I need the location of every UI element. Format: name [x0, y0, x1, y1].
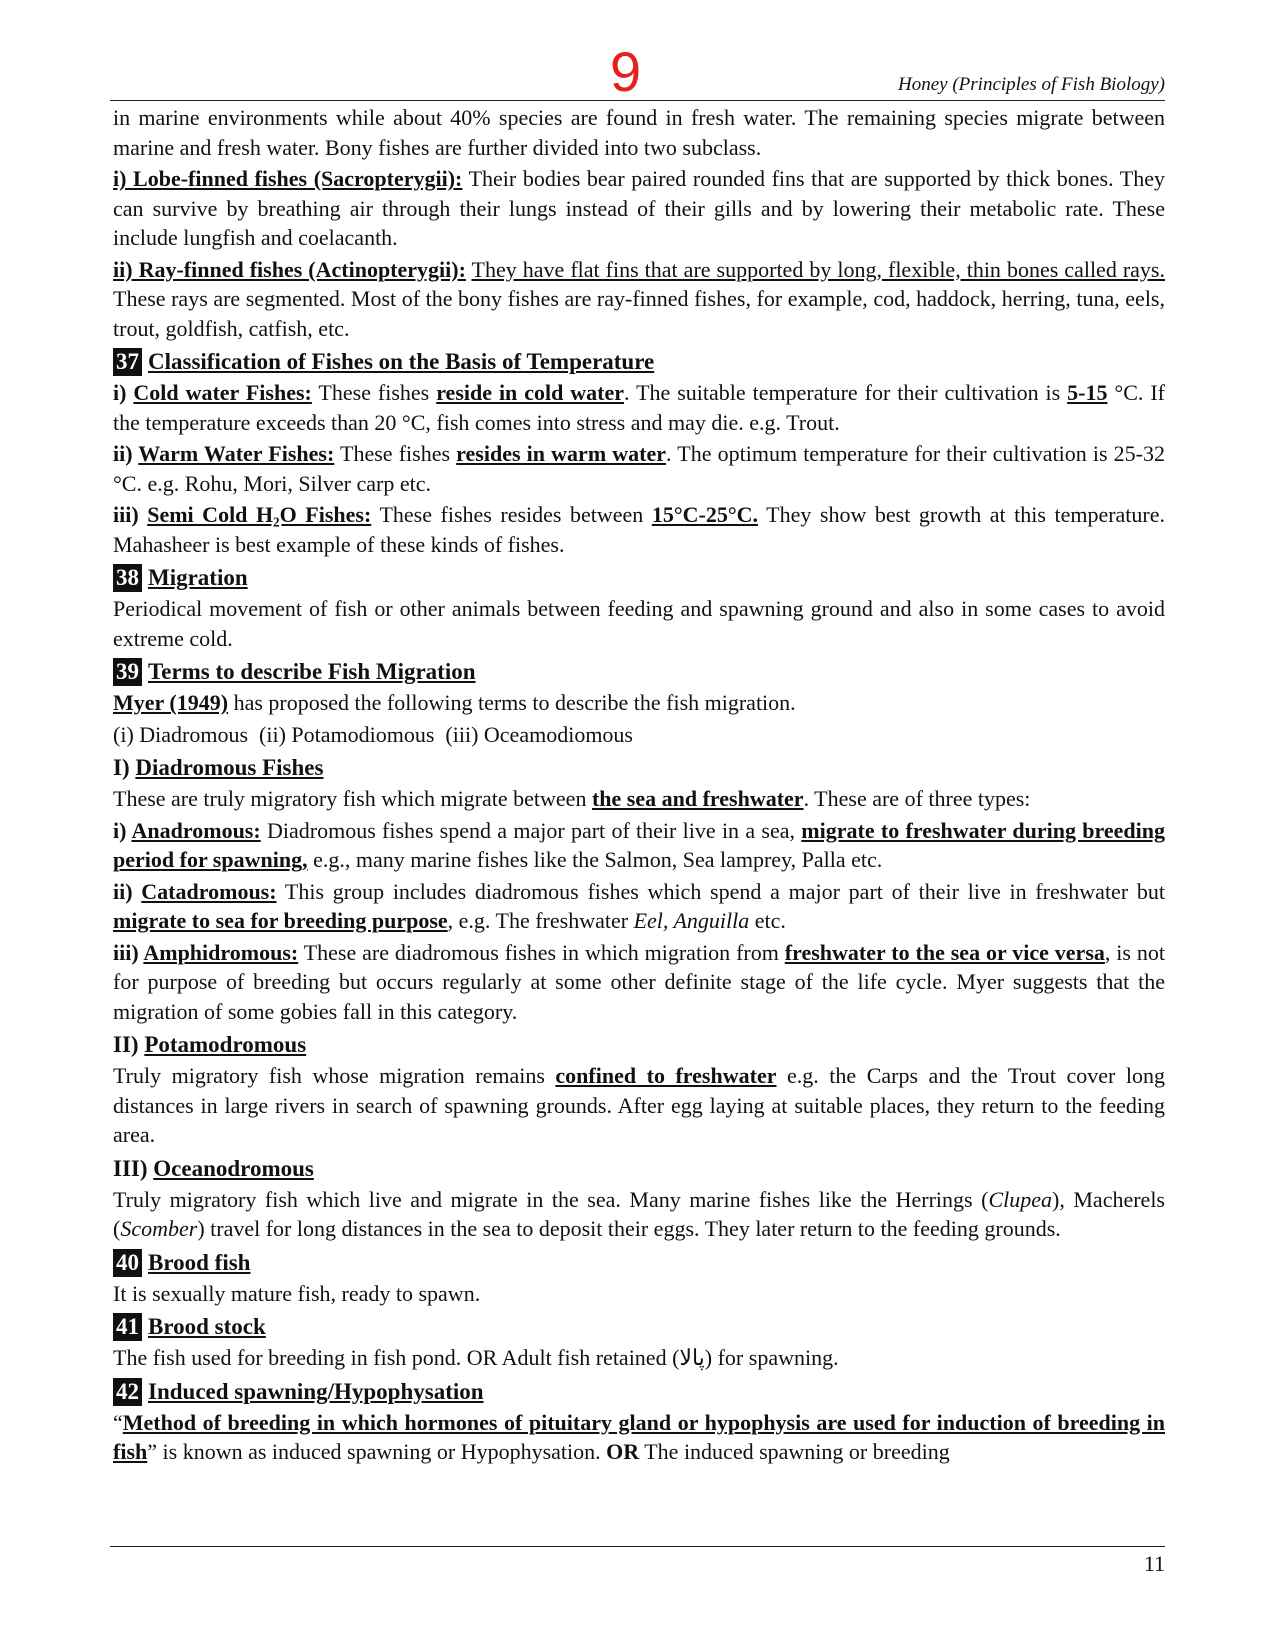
section-number-40: 40: [113, 1249, 142, 1277]
oceanodromous-heading: III) Oceanodromous: [113, 1155, 314, 1181]
brood-stock-paragraph: The fish used for breeding in fish pond. OR Adult fish retained (پالا) for spawning.: [113, 1345, 839, 1370]
section-number-41: 41: [113, 1313, 142, 1341]
diadromous-heading: I) Diadromous Fishes: [113, 755, 324, 780]
publisher-logo: 9: [610, 40, 642, 103]
myer-paragraph: Myer (1949) has proposed the following terms to describe the fish migration.: [113, 690, 796, 715]
anadromous-paragraph: i) Anadromous: Diadromous fishes spend a major part of their live in a sea, migrate to freshwater during breeding period for spawning, e.g., many marine fishes like the Salmon, Sea lamprey, Palla etc.: [113, 817, 1165, 872]
section-heading-41: 41 Brood stock: [113, 1310, 1165, 1343]
section-heading-39: 39 Terms to describe Fish Migration: [113, 655, 1165, 688]
section-number-39: 39: [113, 658, 142, 686]
ray-finned-label: ii) Ray-finned fishes (Actinopterygii):: [113, 256, 466, 282]
migration-types-line: (i) Diadromous (ii) Potamodiomous (iii) Oceamodiomous: [113, 721, 633, 747]
migration-paragraph: Periodical movement of fish or other animals between feeding and spawning ground and also in some cases to avoid extreme cold.: [113, 596, 1165, 651]
amphidromous-paragraph: iii) Amphidromous: These are diadromous fishes in which migration from freshwater to the sea or vice versa, is not for purpose of breeding but occurs regularly at some other definite stage of the life cycle. Myer suggests that the migration of some gobies fall in this category.: [113, 939, 1165, 1024]
section-heading-38: 38 Migration: [113, 561, 1165, 594]
intro-paragraph: in marine environments while about 40% species are found in fresh water. The remaining species migrate between marine and fresh water. Bony fishes are further divided into two subclass.: [113, 105, 1165, 160]
section-number-42: 42: [113, 1378, 142, 1406]
section-heading-42: 42 Induced spawning/Hypophysation: [113, 1375, 1165, 1408]
book-title: Honey (Principles of Fish Biology): [898, 74, 1165, 95]
footer-divider: [110, 1546, 1165, 1547]
ray-finned-paragraph: ii) Ray-finned fishes (Actinopterygii): They have flat fins that are supported by long, flexible, thin bones called rays. These rays are segmented. Most of the bony fishes are ray-finned fishes, for example, cod, haddock, herring, tuna, eels, trout, goldfish, catfish, etc.: [113, 256, 1165, 341]
section-heading-37: 37 Classification of Fishes on the Basis of Temperature: [113, 345, 1165, 378]
diadromous-paragraph: These are truly migratory fish which migrate between the sea and freshwater. These are of three types:: [113, 786, 1031, 811]
page-body: [113, 103, 1165, 1469]
section-number-38: 38: [113, 564, 142, 592]
potamodromous-heading: II) Potamodromous: [113, 1032, 307, 1057]
catadromous-paragraph: ii) Catadromous: This group includes diadromous fishes which spend a major part of their live in freshwater but migrate to sea for breeding purpose, e.g. The freshwater Eel, Anguilla etc.: [113, 878, 1165, 933]
induced-spawning-paragraph: “Method of breeding in which hormones of pituitary gland or hypophysis are used for induction of breeding in fish” is known as induced spawning or Hypophysation. OR The induced spawning or breeding: [113, 1409, 1165, 1464]
potamodromous-paragraph: Truly migratory fish whose migration remains confined to freshwater e.g. the Carps and the Trout cover long distances in large rivers in search of spawning grounds. After egg laying at suitable places, they return to the feeding area.: [113, 1063, 1165, 1147]
brood-fish-paragraph: It is sexually mature fish, ready to spawn.: [113, 1280, 481, 1306]
section-heading-40: 40 Brood fish: [113, 1246, 1165, 1279]
lobe-finned-label: i) Lobe-finned fishes (Sacropterygii):: [113, 166, 463, 191]
section-number-37: 37: [113, 348, 142, 376]
semi-cold-paragraph: iii) Semi Cold H₂O Fishes: These fishes resides between 15°C-25°C. They show best growth at this temperature. Mahasheer is best example of these kinds of fishes.: [113, 502, 1166, 557]
page-header: [110, 40, 1165, 103]
page-number: 11: [1143, 1551, 1165, 1576]
header-divider: [110, 100, 1165, 101]
lobe-finned-paragraph: i) Lobe-finned fishes (Sacropterygii): Their bodies bear paired rounded fins that are supported by thick bones. They can survive by breathing air through their lungs instead of their gills and by lowering their metabolic rate. These include lungfish and coelacanth.: [113, 166, 1165, 250]
oceanodromous-paragraph: Truly migratory fish which live and migrate in the sea. Many marine fishes like the Herrings (Clupea), Macherels (Scomber) travel for long distances in the sea to deposit their eggs. They later return to the feeding grounds.: [113, 1186, 1165, 1241]
warm-water-paragraph: ii) Warm Water Fishes: These fishes resides in warm water. The optimum temperature for their cultivation is 25-32 °C. e.g. Rohu, Mori, Silver carp etc.: [113, 441, 1165, 496]
cold-water-paragraph: i) Cold water Fishes: These fishes reside in cold water. The suitable temperature for their cultivation is 5-15 °C. If the temperature exceeds than 20 °C, fish comes into stress and may die. e.g. Trout.: [113, 380, 1165, 435]
